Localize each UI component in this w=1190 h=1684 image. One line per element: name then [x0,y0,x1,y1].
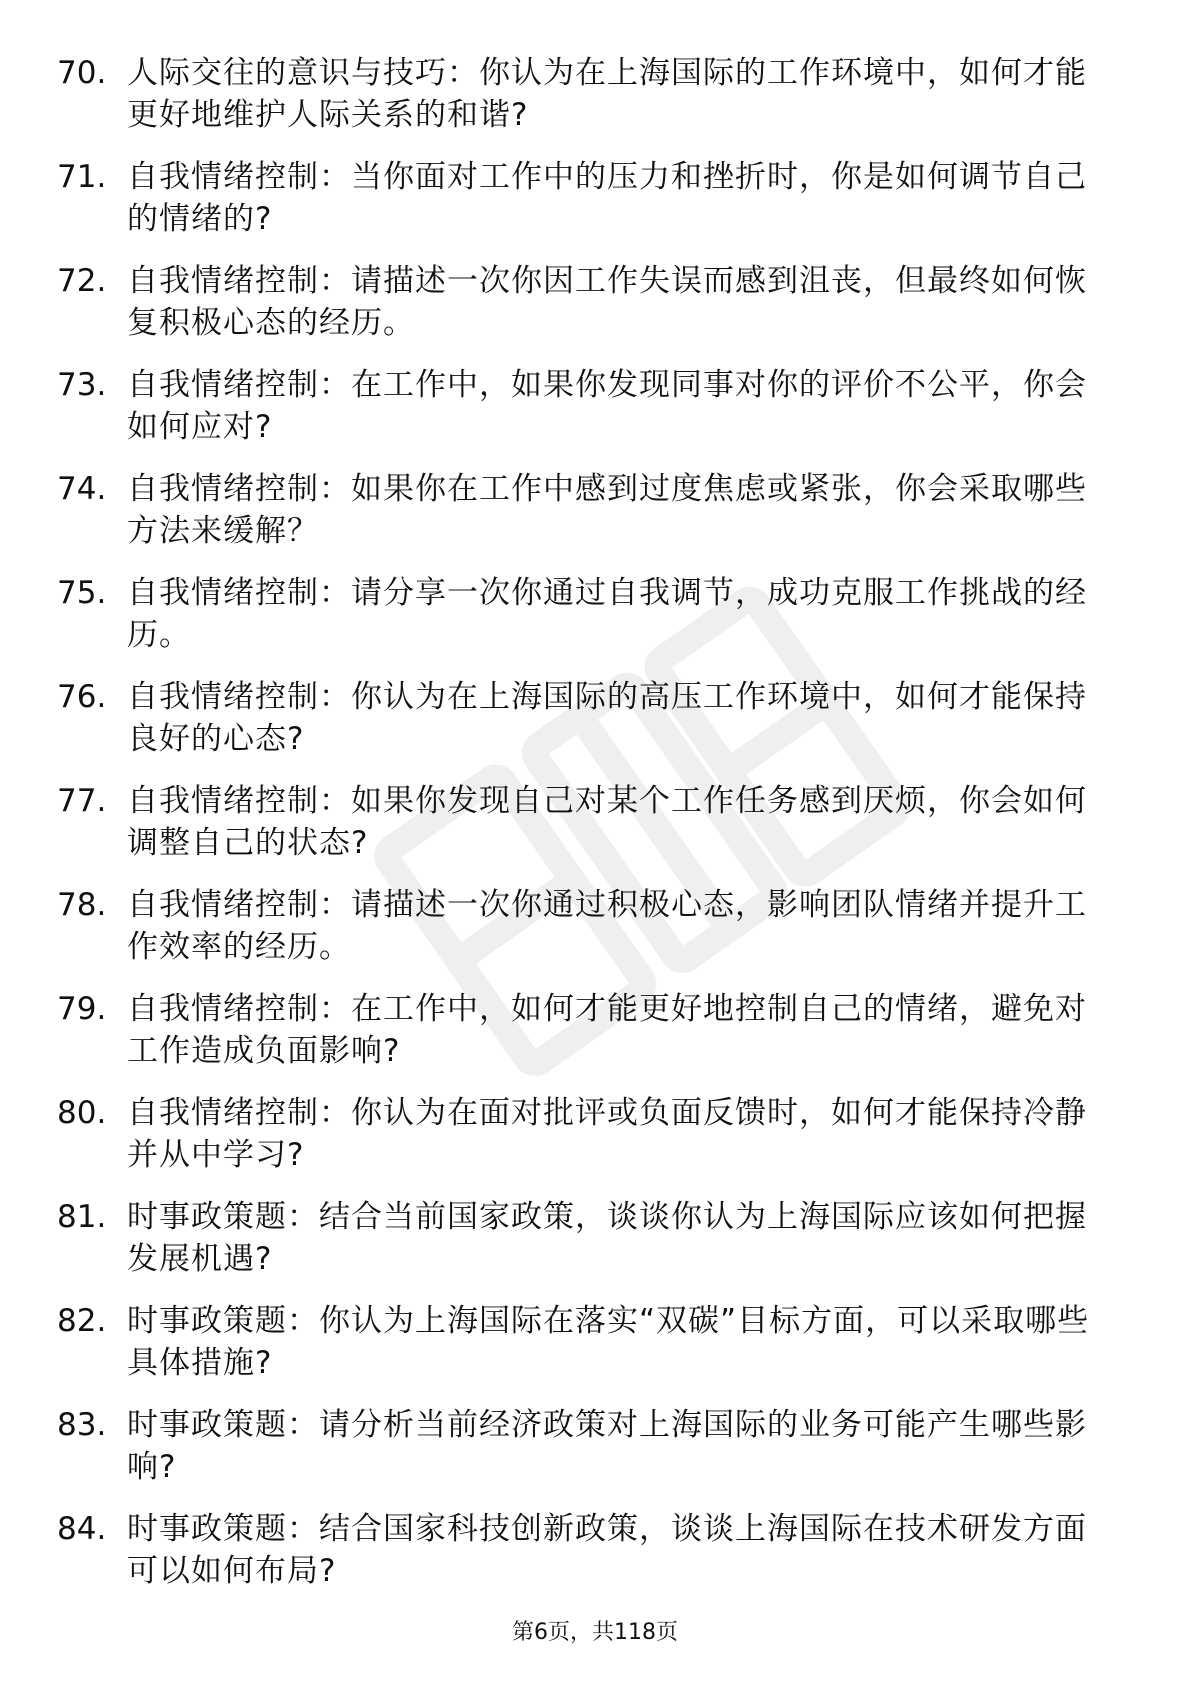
question-item [57,572,1117,676]
question-text: 自我情绪控制：在工作中，如何才能更好地控制自己的情绪，避免对工作造成负面影响? [127,991,1087,1069]
question-number: 83. [57,1407,107,1443]
question-item [57,1508,1117,1612]
question-number: 81. [57,1199,107,1235]
question-item [57,260,1117,364]
question-item [57,1196,1117,1300]
question-item [57,364,1117,468]
question-text: 人际交往的意识与技巧：你认为在上海国际的工作环境中，如何才能更好地维护人际关系的和谐? [127,55,1087,133]
question-number: 70. [57,55,107,91]
question-text: 时事政策题：结合当前国家政策，谈谈你认为上海国际应该如何把握发展机遇? [127,1199,1087,1277]
question-item [57,1300,1117,1404]
question-number: 76. [57,679,107,715]
question-number: 75. [57,575,107,611]
question-number: 82. [57,1303,107,1339]
question-text: 时事政策题：请分析当前经济政策对上海国际的业务可能产生哪些影响? [127,1407,1087,1485]
question-item [57,52,1117,156]
question-number: 80. [57,1095,107,1131]
question-number: 73. [57,367,107,403]
question-text: 自我情绪控制：你认为在面对批评或负面反馈时，如何才能保持冷静并从中学习? [127,1095,1087,1173]
question-number: 74. [57,471,107,507]
question-text: 自我情绪控制：当你面对工作中的压力和挫折时，你是如何调节自己的情绪的? [127,159,1087,237]
question-item [57,1092,1117,1196]
question-text: 自我情绪控制：你认为在上海国际的高压工作环境中，如何才能保持良好的心态? [127,679,1087,757]
question-text: 自我情绪控制：请分享一次你通过自我调节，成功克服工作挑战的经历。 [127,575,1087,653]
question-item [57,156,1117,260]
question-item [57,1404,1117,1508]
question-item [57,884,1117,988]
question-text: 自我情绪控制：如果你发现自己对某个工作任务感到厌烦，你会如何调整自己的状态? [127,783,1087,861]
question-text: 自我情绪控制：请描述一次你通过积极心态，影响团队情绪并提升工作效率的经历。 [127,887,1087,965]
question-item [57,780,1117,884]
question-item [57,468,1117,572]
question-number: 72. [57,263,107,299]
question-text: 自我情绪控制：如果你在工作中感到过度焦虑或紧张，你会采取哪些方法来缓解？ [127,471,1087,549]
question-number: 84. [57,1511,107,1547]
question-number: 71. [57,159,107,195]
question-item [57,988,1117,1092]
question-number: 77. [57,783,107,819]
question-number: 79. [57,991,107,1027]
question-number: 78. [57,887,107,923]
question-item [57,676,1117,780]
question-text: 自我情绪控制：在工作中，如果你发现同事对你的评价不公平，你会如何应对? [127,367,1087,445]
question-text: 时事政策题：你认为上海国际在落实“双碳”目标方面，可以采取哪些具体措施? [127,1303,1090,1381]
page-indicator: 第6页，共118页 [512,1620,678,1645]
question-text: 时事政策题：结合国家科技创新政策，谈谈上海国际在技术研发方面可以如何布局? [127,1511,1087,1589]
question-text: 自我情绪控制：请描述一次你因工作失误而感到沮丧，但最终如何恢复积极心态的经历。 [127,263,1087,341]
question-list [57,52,1117,1612]
